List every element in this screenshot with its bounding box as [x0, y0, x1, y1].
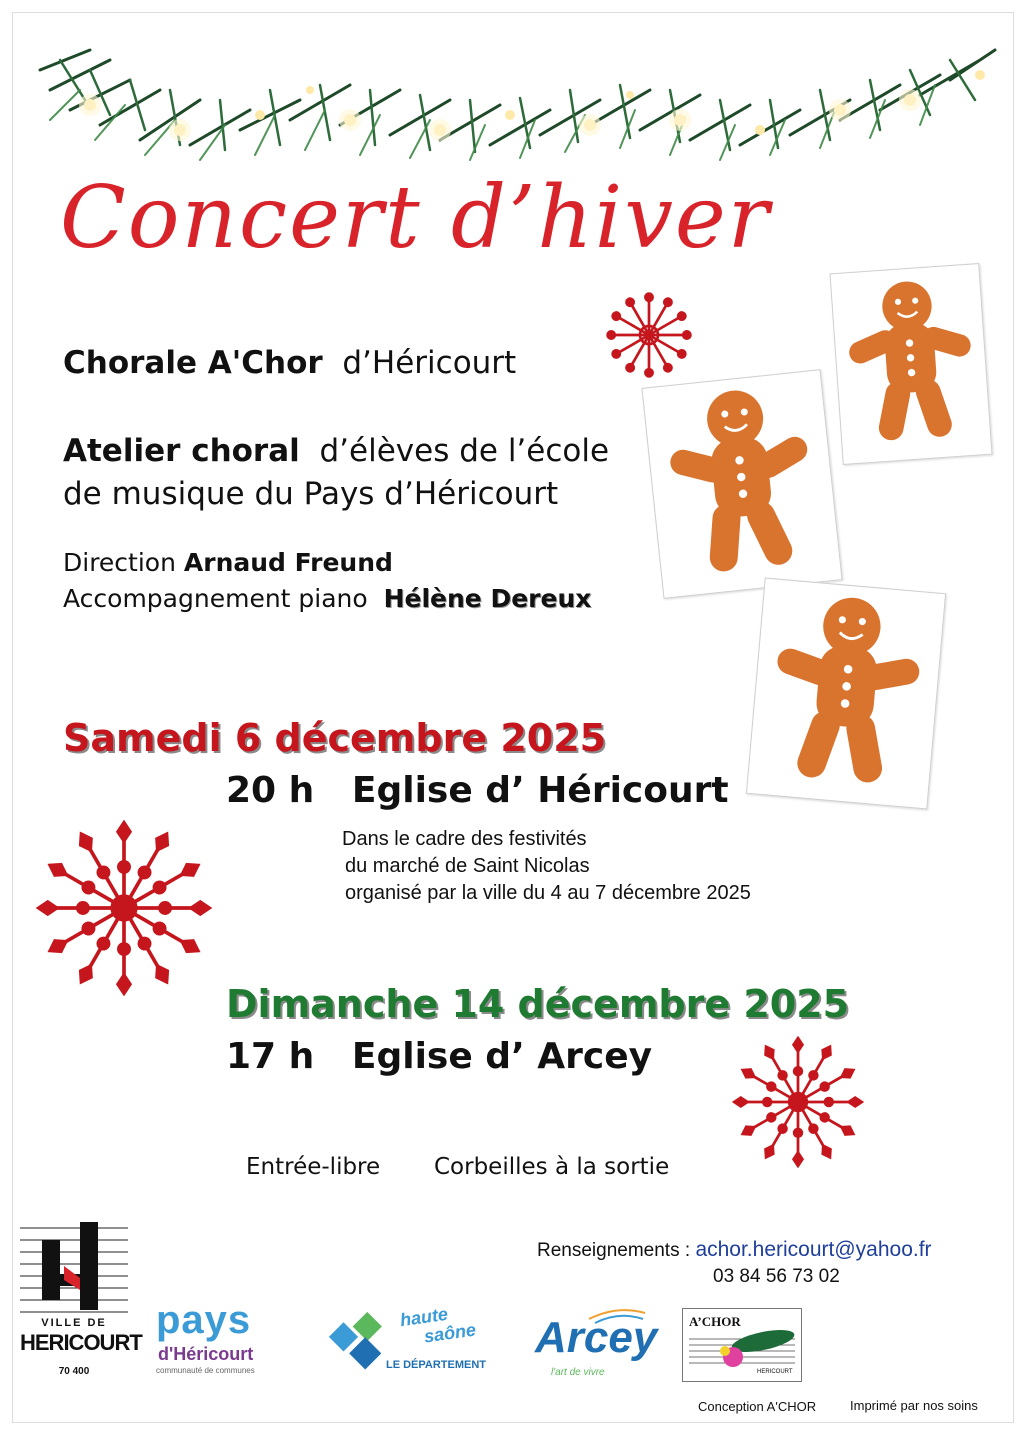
pianist-name: Hélène Dereux [383, 584, 592, 613]
hericourt-emblem-icon [20, 1218, 128, 1318]
event2-venue: Eglise d’ Arcey [351, 1036, 653, 1077]
gingerbread-card [746, 577, 946, 809]
gingerbread-card [829, 263, 992, 465]
workshop-line2: de musique du Pays d’Héricourt [63, 476, 559, 512]
snowflake-icon [36, 820, 212, 996]
piano-label: Accompagnement piano [63, 584, 368, 613]
event1-date: Samedi 6 décembre 2025 [63, 716, 607, 760]
achor-logo [682, 1308, 802, 1382]
footer-printed: Imprimé par nos soins [850, 1398, 978, 1413]
snowflake-icon [604, 290, 694, 380]
choir-name: Chorale A'Chor [63, 345, 323, 381]
pays-hericourt-logo [150, 1298, 310, 1378]
achor-name: A’CHOR [689, 1314, 741, 1329]
arcey-name: Arcey [535, 1313, 658, 1362]
snowflake-icon [732, 1036, 864, 1168]
achor-tag: HERICOURT [757, 1369, 793, 1375]
pays-name: pays [156, 1298, 252, 1342]
arcey-tag: l'art de vivre [551, 1367, 605, 1378]
event1-note-3: organisé par la ville du 4 au 7 décembre 2025 [345, 882, 751, 904]
entry-free: Entrée-libre [246, 1154, 381, 1180]
contact-phone: 03 84 56 73 02 [713, 1266, 840, 1287]
event2-time: 17 h [226, 1036, 315, 1077]
garland-icon [30, 30, 1000, 170]
event1-note-1: Dans le cadre des festivités [342, 828, 587, 850]
workshop-line [63, 433, 609, 469]
event2-date: Dimanche 14 décembre 2025 [226, 982, 850, 1026]
direction-line [63, 548, 393, 577]
event1-time-venue [226, 770, 729, 811]
event1-venue: Eglise d’ Héricourt [351, 770, 729, 811]
gingerbread-card [641, 369, 842, 599]
hericourt-logo [20, 1218, 142, 1386]
contact-label: Renseignements : [537, 1240, 691, 1261]
direction-label: Direction [63, 548, 176, 577]
hericourt-name: HERICOURT [20, 1330, 142, 1355]
footer-conception: Conception A'CHOR [698, 1399, 817, 1414]
gingerbread-man-icon [831, 264, 992, 464]
haute-saone-line2: saône [422, 1319, 478, 1347]
gingerbread-man-icon [747, 579, 945, 809]
workshop-name: Atelier choral [63, 433, 300, 469]
event1-time: 20 h [226, 770, 315, 811]
hericourt-code: 70 400 [58, 1366, 90, 1377]
contact-email[interactable]: achor.hericourt@yahoo.fr [695, 1238, 932, 1261]
event2-time-venue [226, 1036, 652, 1077]
director-name: Arnaud Freund [183, 548, 393, 577]
arcey-logo [535, 1305, 658, 1385]
pays-tag: communauté de communes [156, 1366, 255, 1375]
entry-baskets: Corbeilles à la sortie [434, 1154, 670, 1180]
gingerbread-man-icon [643, 370, 842, 597]
haute-saone-logo [328, 1305, 503, 1380]
pays-sub: d'Héricourt [158, 1344, 254, 1364]
event1-note-2: du marché de Saint Nicolas [345, 855, 590, 877]
poster-title: Concert d’hiver [60, 168, 771, 268]
haute-saone-emblem-icon [328, 1311, 390, 1373]
choir-line [63, 345, 516, 381]
choir-place: d’Héricourt [342, 345, 517, 381]
haute-saone-tag: LE DÉPARTEMENT [386, 1359, 487, 1371]
contact-line [537, 1238, 932, 1262]
workshop-text: d’élèves de l’école [319, 433, 610, 469]
hericourt-top: VILLE DE [41, 1317, 107, 1329]
haute-saone-line1: haute [398, 1303, 450, 1331]
piano-line [63, 584, 591, 613]
